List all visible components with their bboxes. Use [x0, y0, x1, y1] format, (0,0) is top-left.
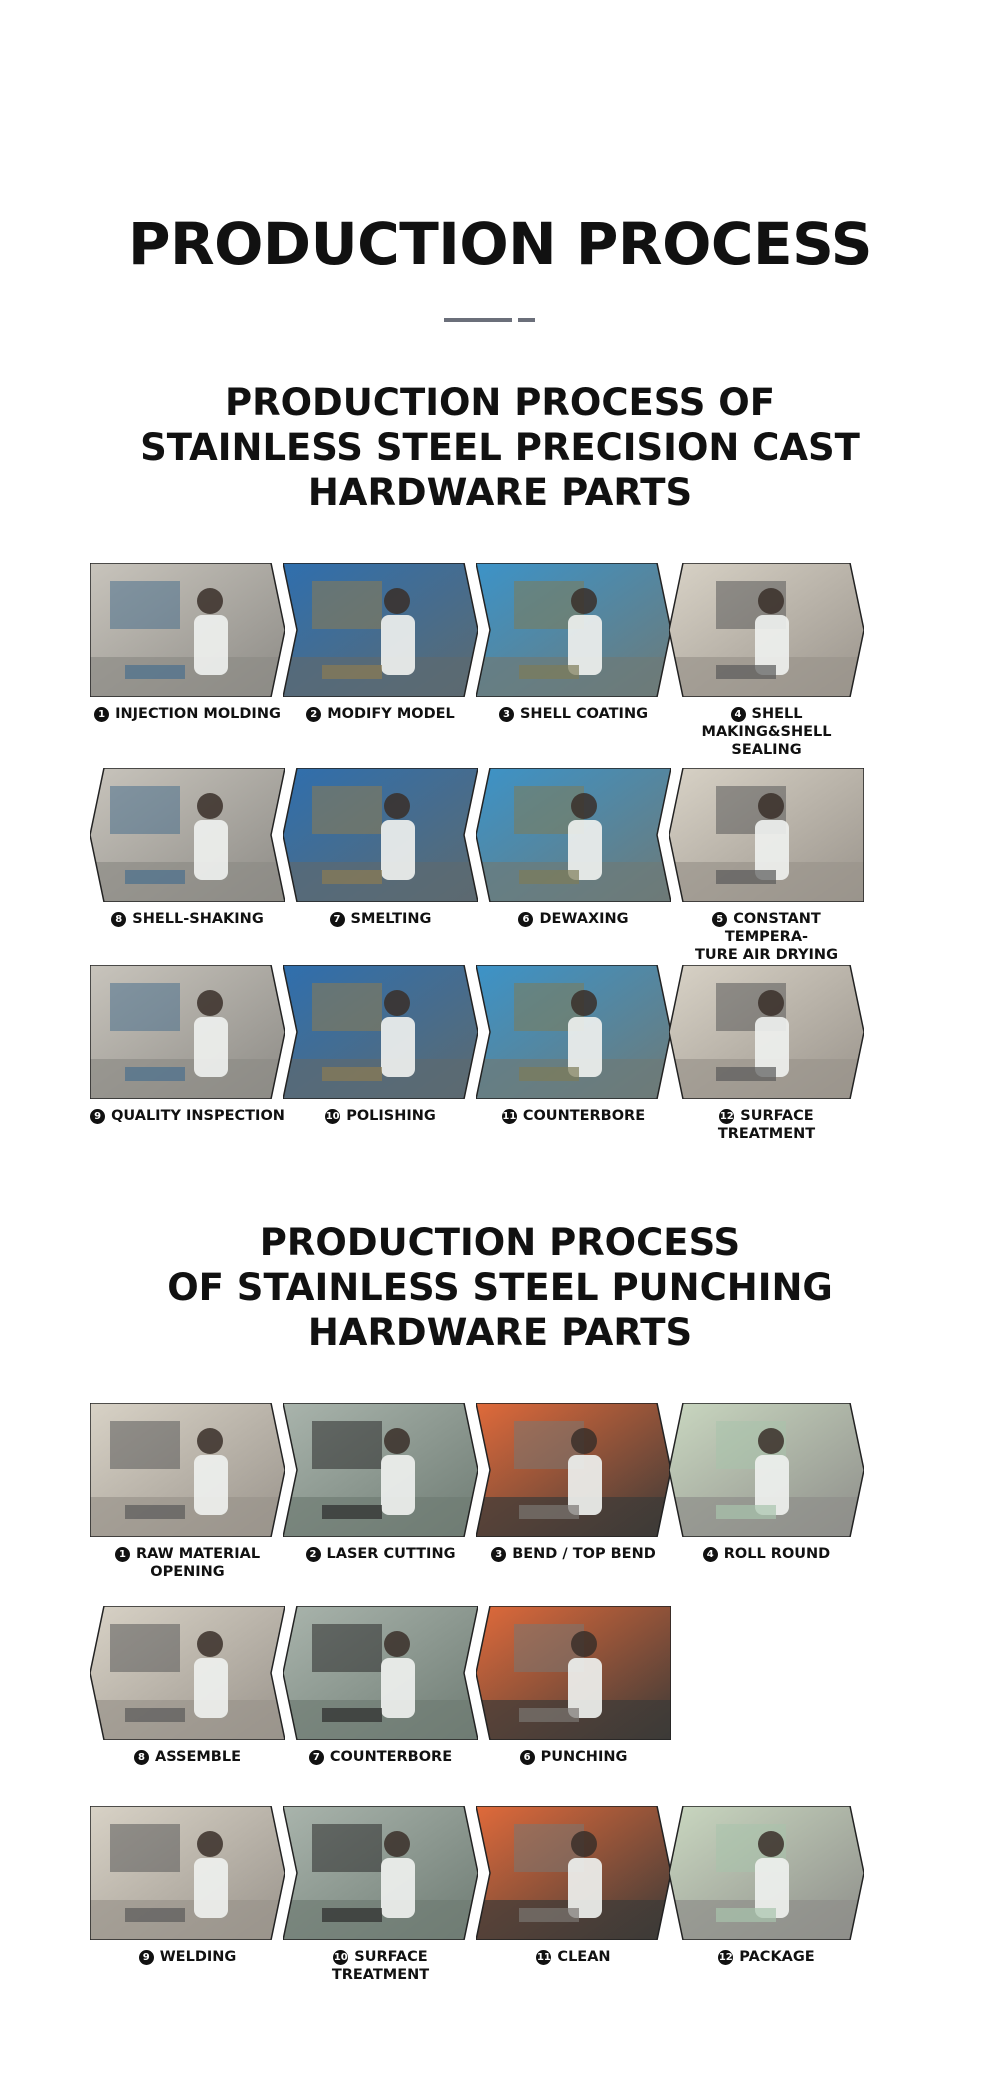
- step-number-badge: 12: [718, 1952, 733, 1963]
- process-step-label-6: [476, 910, 671, 928]
- step-number-badge: 11: [536, 1952, 551, 1963]
- process-photo-step-3: [476, 563, 671, 697]
- process-step-label-8: [90, 1748, 285, 1766]
- section2-row-2: [90, 1606, 870, 1765]
- step-number-badge: 8: [134, 1750, 149, 1765]
- step-number-badge: 8: [111, 912, 126, 927]
- step-label-text: SHELL-SHAKING: [132, 911, 264, 927]
- title-divider-short: [518, 318, 535, 322]
- process-photo-step-9: [90, 965, 285, 1099]
- process-step-label-1: [90, 705, 285, 723]
- process-step-label-5: [669, 910, 864, 964]
- step-number-badge: 2: [306, 1547, 321, 1562]
- step-label-text: INJECTION MOLDING: [115, 706, 281, 722]
- process-step-label-2: [283, 705, 478, 723]
- process-photo-step-7: [283, 768, 478, 902]
- step-label-text: SHELL COATING: [519, 706, 648, 722]
- step-number-badge: 10: [333, 1952, 348, 1963]
- process-photo-step-2: [283, 1403, 478, 1537]
- process-step-label-3: [476, 1545, 671, 1563]
- process-step-label-12: [669, 1948, 864, 1966]
- process-photo-step-11: [476, 965, 671, 1099]
- process-photo-step-4: [669, 1403, 864, 1537]
- step-number-badge: 4: [703, 1547, 718, 1562]
- step-label-text: PUNCHING: [540, 1749, 628, 1765]
- step-label-text: CONSTANT TEMPERA- TURE AIR DRYING: [695, 911, 838, 963]
- step-number-badge: 11: [502, 1111, 517, 1122]
- step-number-badge: 3: [491, 1547, 506, 1562]
- process-step-label-9: [90, 1107, 285, 1125]
- step-number-badge: 1: [94, 707, 109, 722]
- process-photo-step-2: [283, 563, 478, 697]
- section2-row-1: [90, 1403, 870, 1580]
- process-photo-step-6: [476, 768, 671, 902]
- step-label-text: LASER CUTTING: [326, 1546, 456, 1562]
- process-photo-step-8: [90, 1606, 285, 1740]
- step-number-badge: 6: [518, 912, 533, 927]
- step-label-text: SMELTING: [350, 911, 432, 927]
- step-label-text: COUNTERBORE: [522, 1108, 646, 1124]
- step-label-text: SHELL MAKING&SHELL SEALING: [701, 706, 832, 758]
- process-photo-step-8: [90, 768, 285, 902]
- process-photo-step-11: [476, 1806, 671, 1940]
- step-label-text: BEND / TOP BEND: [512, 1546, 656, 1562]
- step-label-text: COUNTERBORE: [329, 1749, 453, 1765]
- title-divider-long: [444, 318, 512, 322]
- section-title-precision-cast: PRODUCTION PROCESS OF STAINLESS STEEL PRECISION CAST HARDWARE PARTS: [140, 381, 860, 514]
- step-number-badge: 10: [325, 1111, 340, 1122]
- process-step-label-1: [90, 1545, 285, 1581]
- step-number-badge: 3: [499, 707, 514, 722]
- section-title-punching: PRODUCTION PROCESS OF STAINLESS STEEL PUNCHING HARDWARE PARTS: [167, 1221, 833, 1354]
- process-step-label-10: [283, 1107, 478, 1125]
- process-step-label-12: [669, 1107, 864, 1143]
- process-step-label-2: [283, 1545, 478, 1563]
- process-step-label-10: [283, 1948, 478, 1984]
- process-step-label-7: [283, 910, 478, 928]
- step-label-text: PACKAGE: [739, 1949, 815, 1965]
- process-step-label-4: [669, 705, 864, 759]
- step-number-badge: 7: [330, 912, 345, 927]
- step-number-badge: 4: [731, 707, 746, 722]
- step-label-text: QUALITY INSPECTION: [111, 1108, 285, 1124]
- step-number-badge: 5: [712, 912, 727, 927]
- step-number-badge: 1: [115, 1547, 130, 1562]
- process-step-label-11: [476, 1107, 671, 1125]
- step-label-text: ASSEMBLE: [155, 1749, 241, 1765]
- step-label-text: RAW MATERIAL OPENING: [135, 1546, 261, 1580]
- step-label-text: SURFACE TREATMENT: [331, 1949, 430, 1983]
- process-step-label-8: [90, 910, 285, 928]
- section1-row-2: [90, 768, 870, 963]
- section2-row-3: [90, 1806, 870, 1983]
- step-label-text: SURFACE TREATMENT: [717, 1108, 816, 1142]
- section1-row-1: [90, 563, 870, 758]
- process-photo-step-10: [283, 965, 478, 1099]
- step-label-text: CLEAN: [557, 1949, 611, 1965]
- step-number-badge: 9: [90, 1109, 105, 1124]
- process-step-label-3: [476, 705, 671, 723]
- process-photo-step-9: [90, 1806, 285, 1940]
- process-photo-step-12: [669, 1806, 864, 1940]
- section1-row-3: [90, 965, 870, 1142]
- process-photo-step-4: [669, 563, 864, 697]
- process-step-label-11: [476, 1948, 671, 1966]
- process-photo-step-1: [90, 563, 285, 697]
- process-photo-step-12: [669, 965, 864, 1099]
- step-label-text: ROLL ROUND: [723, 1546, 831, 1562]
- step-number-badge: 6: [520, 1750, 535, 1765]
- process-step-label-4: [669, 1545, 864, 1563]
- step-label-text: DEWAXING: [539, 911, 629, 927]
- process-photo-step-5: [669, 768, 864, 902]
- process-photo-step-10: [283, 1806, 478, 1940]
- step-label-text: MODIFY MODEL: [327, 706, 455, 722]
- step-number-badge: 7: [309, 1750, 324, 1765]
- process-photo-step-1: [90, 1403, 285, 1537]
- step-label-text: POLISHING: [346, 1108, 436, 1124]
- step-number-badge: 2: [306, 707, 321, 722]
- page-title: PRODUCTION PROCESS: [127, 210, 873, 278]
- process-photo-step-6: [476, 1606, 671, 1740]
- process-photo-step-3: [476, 1403, 671, 1537]
- process-photo-step-7: [283, 1606, 478, 1740]
- process-step-label-6: [476, 1748, 671, 1766]
- step-label-text: WELDING: [159, 1949, 237, 1965]
- process-step-label-9: [90, 1948, 285, 1966]
- step-number-badge: 9: [139, 1950, 154, 1965]
- step-number-badge: 12: [719, 1111, 734, 1122]
- process-step-label-7: [283, 1748, 478, 1766]
